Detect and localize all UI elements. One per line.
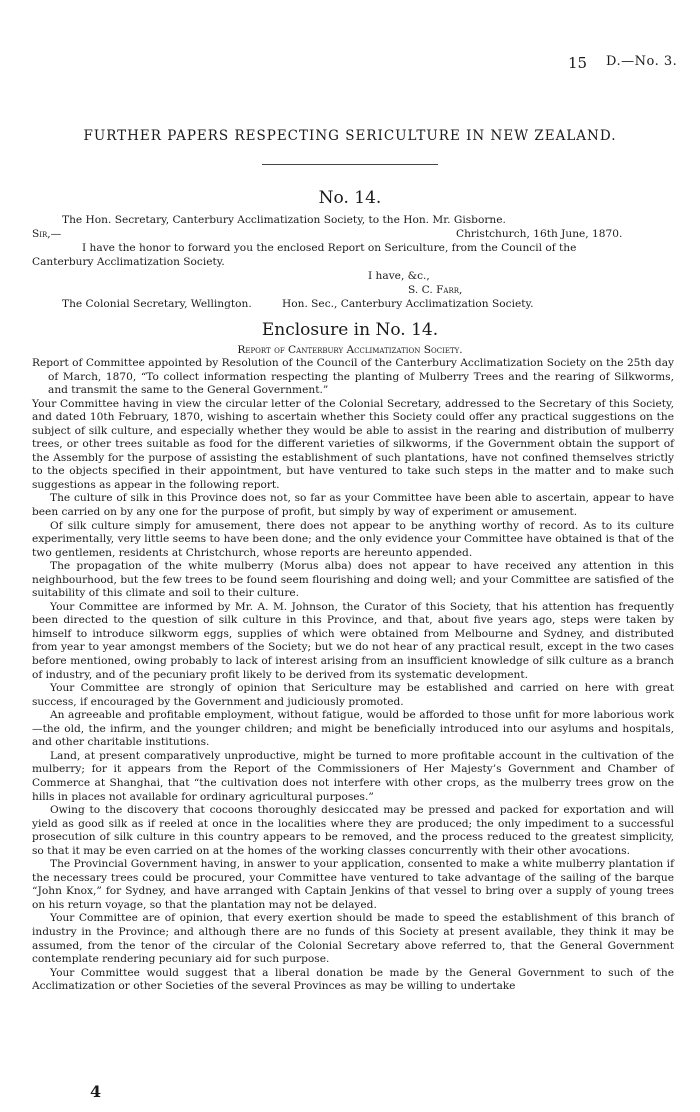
report-title: Report of Canterbury Acclimatization Society.: [237, 344, 463, 356]
report-paragraph: Owing to the discovery that cocoons thoroughly desiccated may be pressed and packed for exportation and will yield as good silk as if reeled at once in the localities where they are produced; the only impediment to a successful prosecution of silk culture in this country appears to be removed, and the process reduced to the greatest simplicity, so that it may be even carried on at the homes of the working classes concurrently with their other avocations.: [32, 804, 674, 857]
letter-closing: I have, &c.,: [368, 270, 430, 282]
report-paragraph: The Provincial Government having, in answer to your application, consented to make a white mulberry plantation if the necessary trees could be procured, your Committee have ventured to take advantage of the sailing of the barque “John Knox,” for Sydney, and have arranged with Captain Jenkins of that vessel to bring over a supply of young trees on his return voyage, so that the plantation may not be delayed.: [32, 858, 674, 911]
document-reference: D.—No. 3.: [606, 54, 678, 69]
letter-salutation: Sir,—: [32, 228, 62, 240]
letter-place-date: Christchurch, 16th June, 1870.: [456, 228, 623, 240]
enclosure-heading: Enclosure in No. 14.: [261, 320, 439, 340]
report-paragraph: An agreeable and profitable employment, without fatigue, would be afforded to those unfit for more laborious work—the old, the infirm, and the younger children; and might be beneficially introduced into our asylums and hospitals, and other charitable institutions.: [32, 709, 674, 749]
page-title: FURTHER PAPERS RESPECTING SERICULTURE IN NEW ZEALAND.: [83, 128, 617, 144]
report-paragraph: Your Committee are of opinion, that every exertion should be made to speed the establishment of this branch of industry in the Province; and although there are no funds of this Society at present available, they think it may be assumed, from the tenor of the circular of the Colonial Secretary above referred to, that the General Government contemplate rendering pecuniary aid for such purpose.: [32, 912, 674, 966]
letter-signer: S. C. Farr,: [408, 284, 463, 296]
report-paragraph: Your Committee would suggest that a liberal donation be made by the General Government to such of the Acclimatization or other Societies of the several Provinces as may be willing to undertake: [32, 966, 674, 993]
letter-body-line: Canterbury Acclimatization Society.: [32, 256, 225, 268]
report-paragraph: Your Committee are strongly of opinion that Sericulture may be established and carried on here with great success, if encouraged by the Government and judiciously promoted.: [32, 682, 674, 708]
letter-number: No. 14.: [318, 188, 382, 208]
report-paragraph: Of silk culture simply for amusement, there does not appear to be anything worthy of record. As to its culture experimentally, very little seems to have been done; and the only evidence your Committee have obtained is that of the two gentlemen, residents at Christchurch, whose reports are hereunto appended.: [32, 519, 674, 559]
printer-signature-mark: 4: [90, 1082, 102, 1101]
letter-body-line: I have the honor to forward you the enclosed Report on Sericulture, from the Council of the: [82, 242, 577, 254]
letter-heading-line: The Hon. Secretary, Canterbury Acclimatization Society, to the Hon. Mr. Gisborne.: [62, 214, 506, 226]
page-number: 15: [568, 54, 588, 72]
letter-signer-title: Hon. Sec., Canterbury Acclimatization Society.: [282, 298, 534, 310]
report-paragraph: The culture of silk in this Province does not, so far as your Committee have been able to ascertain, appear to have been carried on by any one for the purpose of profit, but simply by way of experiment or amusement.: [32, 492, 674, 519]
letter-recipient: The Colonial Secretary, Wellington.: [62, 298, 252, 310]
report-paragraph: The propagation of the white mulberry (Morus alba) does not appear to have received any attention in this neighbourhood, but the few trees to be found seem flourishing and doing well; and your Committee are satisfied of the suitability of this climate and soil to their culture.: [32, 560, 674, 600]
report-body: [32, 357, 674, 994]
report-paragraph: Land, at present comparatively unproductive, might be turned to more profitable account in the cultivation of the mulberry; for it appears from the Report of the Commissioners of Her Majesty’s Government and Chamber of Commerce at Shanghai, that “the cultivation does not interfere with other crops, as the mulberry trees grow on the hills in places not available for ordinary agricultural purposes.”: [32, 749, 674, 803]
title-divider: [262, 164, 438, 165]
report-paragraph: Report of Committee appointed by Resolution of the Council of the Canterbury Acclimatization Society on the 25th day of March, 1870, “To collect information respecting the planting of Mulberry Trees and the rearing of Silkworms, and transmit the same to the General Government.”: [32, 357, 674, 397]
report-paragraph: Your Committee having in view the circular letter of the Colonial Secretary, addressed to the Secretary of this Society, and dated 10th February, 1870, wishing to ascertain whether this Society could offer any practical suggestions on the subject of silk culture, and especially whether they would be able to assist in the rearing and distribution of mulberry trees, or other trees suitable as food for the different varieties of silkworms, if the Government obtain the support of the Assembly for the purpose of assisting the establishment of such plantations, have not confined themselves strictly to the objects specified in their appointment, but have ventured to take such steps in the matter and to make such suggestions as appear in the following report.: [32, 397, 674, 491]
report-paragraph: Your Committee are informed by Mr. A. M. Johnson, the Curator of this Society, that his attention has frequently been directed to the question of silk culture in this Province, and that, about five years ago, steps were taken by himself to introduce silkworm eggs, supplies of which were obtained from Melbourne and Sydney, and distributed from year to year amongst members of the Society; but we do not hear of any practical result, except in the two cases before mentioned, owing probably to lack of interest arising from an insufficient knowledge of silk culture as a branch of industry, and of the pecuniary profit likely to be derived from its systematic development.: [32, 600, 674, 681]
